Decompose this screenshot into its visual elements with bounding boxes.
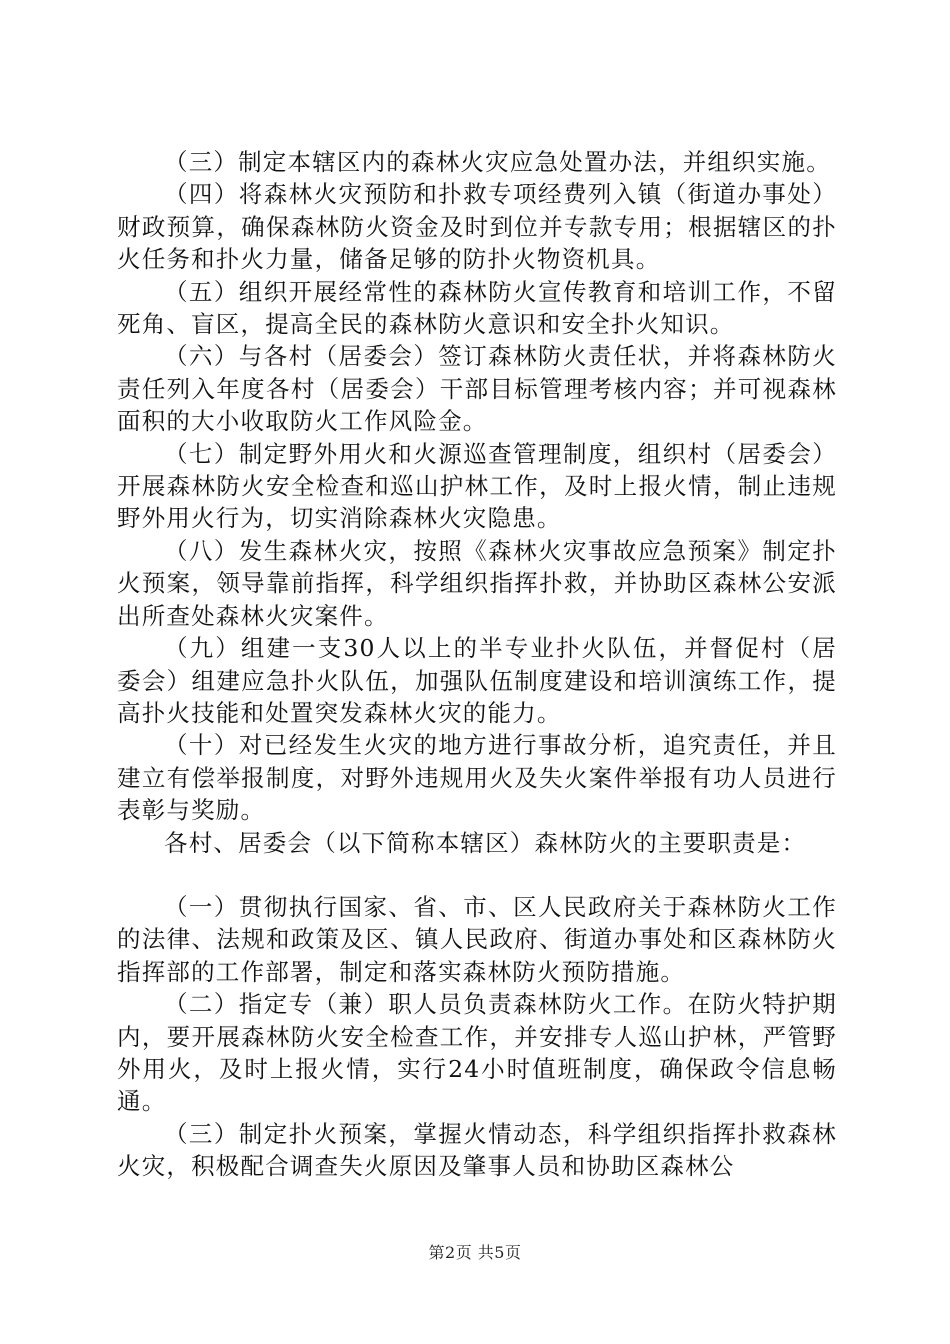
paragraph-2-designated-staff: （二）指定专（兼）职人员负责森林防火工作。在防火特护期内，要开展森林防火安全检查工作，并安排专人巡山护林，严管野外用火，及时上报火情，实行24小时值班制度，确保政令信息畅通。: [117, 990, 837, 1116]
paragraph-5-education: （五）组织开展经常性的森林防火宣传教育和培训工作，不留死角、盲区，提高全民的森林防火意识和安全扑火知识。: [117, 277, 837, 339]
paragraph-1-implement-laws: （一）贯彻执行国家、省、市、区人民政府关于森林防火工作的法律、法规和政策及区、镇人民政府、街道办事处和区森林防火指挥部的工作部署，制定和落实森林防火预防措施。: [117, 892, 837, 986]
paragraph-7-patrol-system: （七）制定野外用火和火源巡查管理制度，组织村（居委会）开展森林防火安全检查和巡山护林工作，及时上报火情，制止违规野外用火行为，切实消除森林火灾隐患。: [117, 439, 837, 533]
paragraph-8-fire-response: （八）发生森林火灾，按照《森林火灾事故应急预案》制定扑火预案，领导靠前指挥，科学组织指挥扑救，并协助区森林公安派出所查处森林火灾案件。: [117, 536, 837, 630]
paragraph-4-budget: （四）将森林火灾预防和扑救专项经费列入镇（街道办事处）财政预算，确保森林防火资金及时到位并专款专用；根据辖区的扑火任务和扑火力量，储备足够的防扑火物资机具。: [117, 180, 837, 274]
page-footer: 第2页 共5页: [428, 1243, 522, 1262]
paragraph-9-fire-team: （九）组建一支30人以上的半专业扑火队伍，并督促村（居委会）组建应急扑火队伍，加强队伍制度建设和培训演练工作，提高扑火技能和处置突发森林火灾的能力。: [117, 634, 837, 727]
paragraph-3-emergency-plan: （三）制定本辖区内的森林火灾应急处置办法，并组织实施。: [164, 148, 831, 176]
document-body: [117, 146, 837, 1183]
section-heading-village-duties: 各村、居委会（以下简称本辖区）森林防火的主要职责是：: [164, 828, 807, 857]
paragraph-10-accountability: （十）对已经发生火灾的地方进行事故分析，追究责任，并且建立有偿举报制度，对野外违规用火及失火案件举报有功人员进行表彰与奖励。: [117, 731, 837, 825]
paragraph-6-responsibility-letter: （六）与各村（居委会）签订森林防火责任状，并将森林防火责任列入年度各村（居委会）干部目标管理考核内容；并可视森林面积的大小收取防火工作风险金。: [117, 342, 837, 436]
paragraph-3-firefighting-plan: （三）制定扑火预案，掌握火情动态，科学组织指挥扑救森林火灾，积极配合调查失火原因及肇事人员和协助区森林公: [117, 1119, 837, 1181]
